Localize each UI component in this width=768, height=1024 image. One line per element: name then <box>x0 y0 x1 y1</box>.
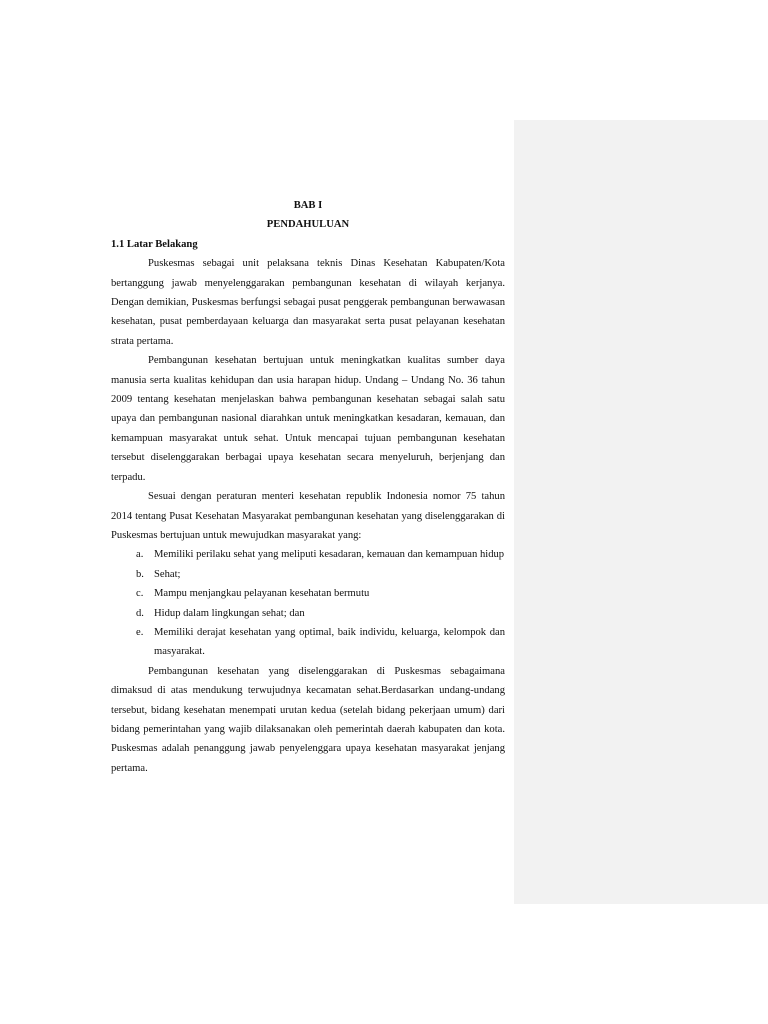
chapter-title: PENDAHULUAN <box>266 219 350 231</box>
list-item-text: Hidup dalam lingkungan sehat; dan <box>154 607 305 619</box>
paragraph-3: Sesuai dengan peraturan menteri kesehatan republik Indonesia nomor 75 tahun 2014 tentang Pusat Kesehatan Masyarakat pembangunan kesehatan yang diselenggarakan di Puskesmas bertujuan untuk mewujudkan masyarakat yang: <box>111 491 505 541</box>
paragraph-1: Puskesmas sebagai unit pelaksana teknis Dinas Kesehatan Kabupaten/Kota bertanggung jawab menyelenggarakan pembangunan kesehatan di wilayah kerjanya. Dengan demikian, Puskesmas berfungsi sebagai pusat penggerak pembangunan berwawasan kesehatan, pusat pemberdayaan keluarga dan masyarakat serta pusat pelayanan kesehatan strata pertama. <box>111 258 505 347</box>
list-marker: e. <box>136 626 144 638</box>
comment-pane <box>514 120 768 904</box>
list-item-text: Memiliki perilaku sehat yang meliputi kesadaran, kemauan dan kemampuan hidup <box>154 549 505 561</box>
list-item-text: Mampu menjangkau pelayanan kesehatan bermutu <box>154 588 370 600</box>
paragraph-2: Pembangunan kesehatan bertujuan untuk meningkatkan kualitas sumber daya manusia serta kualitas kehidupan dan usia harapan hidup. Undang – Undang No. 36 tahun 2009 tentang kesehatan menjelaskan bahwa pembangunan kesehatan sebagai salah satu upaya dan pembangunan nasional diarahkan untuk meningkatkan kesadaran, kemauan, dan kemampuan masyarakat untuk sehat. Untuk mencapai tujuan pembangunan kesehatan tersebut diselenggarakan berbagai upaya kesehatan secara menyeluruh, berjenjang dan terpadu. <box>111 355 505 483</box>
section-title: 1.1 Latar Belakang <box>111 238 198 250</box>
list-marker: a. <box>136 549 144 561</box>
list-item <box>111 604 505 623</box>
list-marker: c. <box>136 588 144 600</box>
closing-paragraph: Pembangunan kesehatan yang diselenggarakan di Puskesmas sebagaimana dimaksud di atas mendukung terwujudnya kecamatan sehat.Berdasarkan undang-undang tersebut, bidang kesehatan menempati urutan kedua (setelah bidang pekerjaan umum) dari bidang pemerintahan yang wajib dilaksanakan oleh pemerintah daerah kabupaten dan kota. Puskesmas adalah penanggung jawab penyelenggara upaya kesehatan masyarakat jenjang pertama. <box>111 665 505 774</box>
document-body <box>111 196 505 778</box>
list-item <box>111 623 505 662</box>
list-item <box>111 565 505 584</box>
list-marker: b. <box>136 568 144 580</box>
list-item-text: Sehat; <box>154 568 181 580</box>
list-marker: d. <box>136 607 144 619</box>
list-item <box>111 584 505 603</box>
list-item <box>111 545 505 564</box>
goal-list <box>111 545 505 661</box>
chapter-heading: BAB I <box>293 200 323 211</box>
list-item-text: Memiliki derajat kesehatan yang optimal, baik individu, keluarga, kelompok dan masyarakat. <box>154 626 505 658</box>
